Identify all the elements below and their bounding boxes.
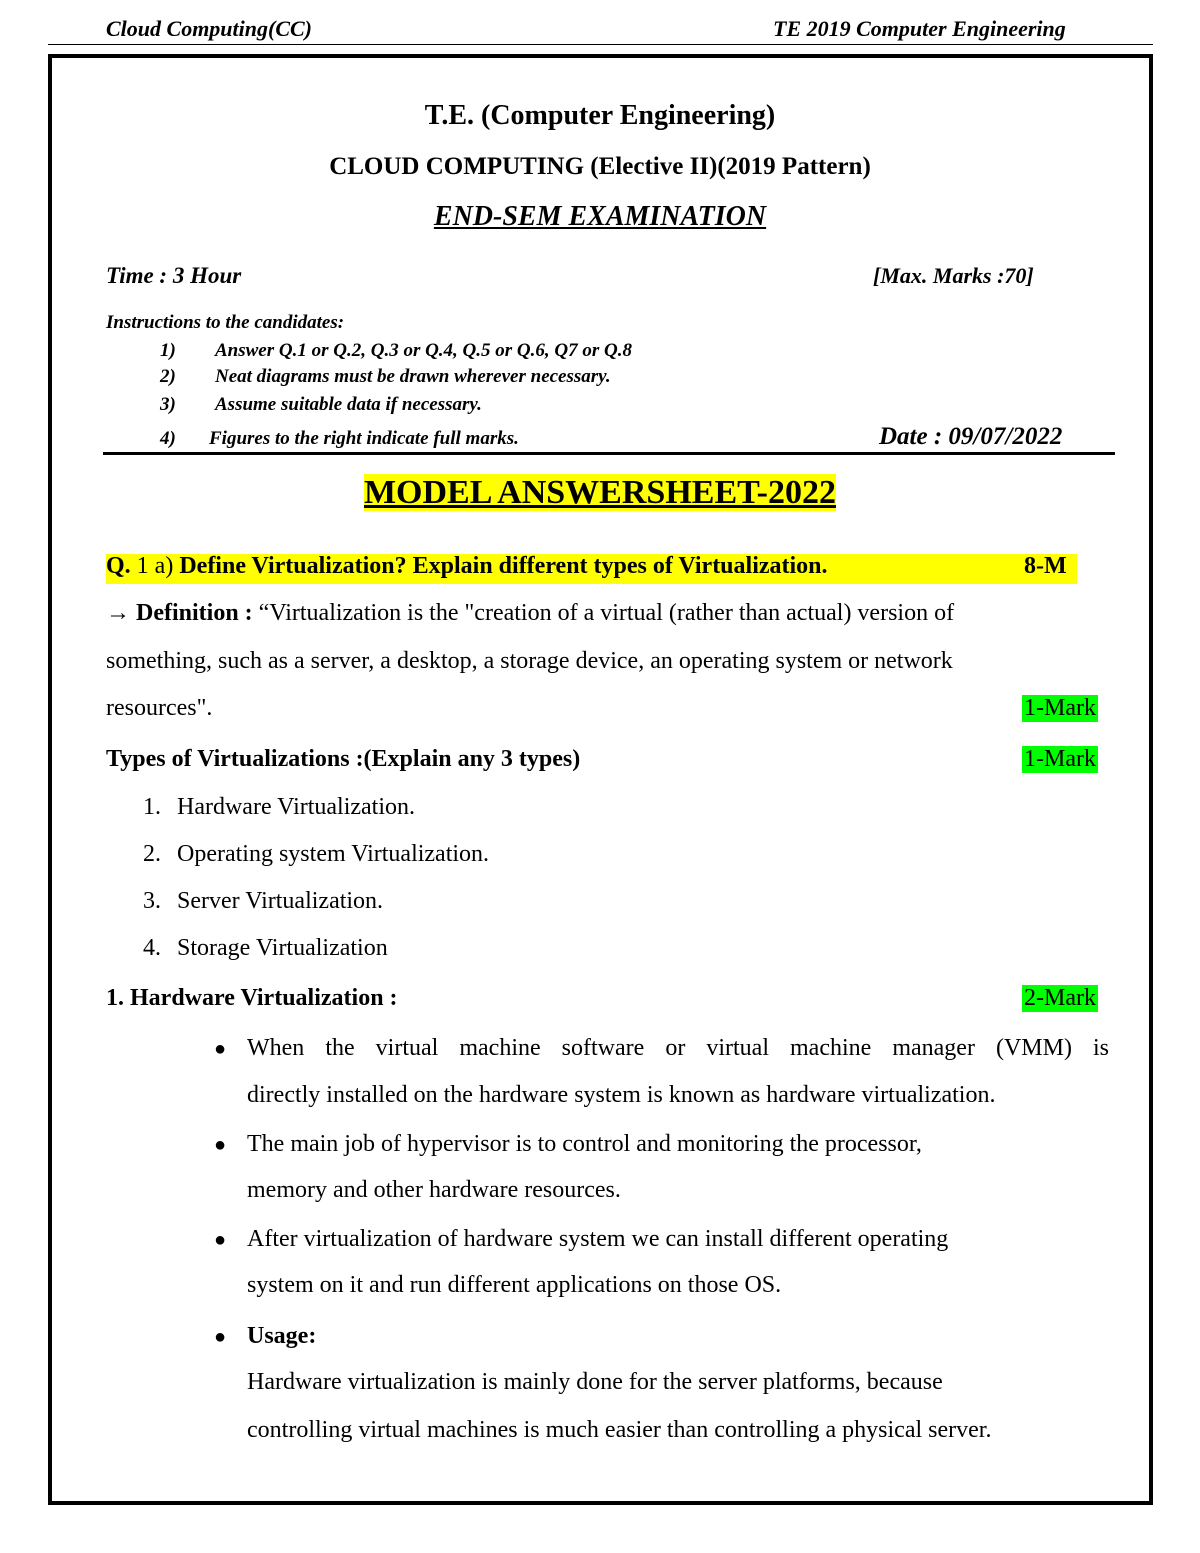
types-heading: Types of Virtualizations :(Explain any 3 types) — [106, 746, 581, 772]
hardware-mark: 2-Mark — [1024, 985, 1096, 1011]
type-item: Hardware Virtualization. — [177, 794, 416, 820]
exam-line-2: CLOUD COMPUTING (Elective II)(2019 Pattern) — [329, 153, 871, 180]
definition-mark: 1-Mark — [1024, 695, 1096, 721]
definition-line-3: resources". — [106, 695, 213, 721]
instruction-text: Answer Q.1 or Q.2, Q.3 or Q.4, Q.5 or Q.6, Q7 or Q.8 — [215, 340, 632, 361]
instructions-title: Instructions to the candidates: — [106, 312, 345, 333]
type-item: Server Virtualization. — [177, 888, 384, 914]
exam-date: Date : 09/07/2022 — [879, 423, 1063, 450]
arrow-icon: → — [106, 600, 130, 626]
bullet-icon: ● — [214, 1038, 227, 1060]
question-text — [106, 553, 828, 580]
definition-line-2: something, such as a server, a desktop, a storage device, an operating system or network — [106, 648, 953, 674]
instruction-text: Figures to the right indicate full marks. — [209, 428, 519, 449]
exam-line-3: END-SEM EXAMINATION — [433, 201, 767, 232]
hardware-bullet-1-line-1: When the virtual machine software or virtual machine manager (VMM) is — [247, 1035, 1109, 1061]
hardware-bullet-2-line-2: memory and other hardware resources. — [247, 1177, 621, 1203]
bullet-icon: ● — [214, 1134, 227, 1156]
answersheet-title: MODEL ANSWERSHEET-2022 — [363, 474, 837, 511]
question-prefix: Q. — [106, 553, 131, 579]
header-right: TE 2019 Computer Engineering — [773, 16, 1066, 41]
definition-text: “Virtualization is the "creation of a virtual (rather than actual) version of — [258, 600, 955, 626]
hardware-bullet-3-line-2: system on it and run different applications on those OS. — [247, 1272, 782, 1298]
bullet-icon: ● — [214, 1229, 227, 1251]
instruction-num: 3) — [160, 394, 176, 415]
instruction-num: 4) — [160, 428, 176, 449]
section-divider — [103, 452, 1115, 455]
hardware-bullet-1-line-2: directly installed on the hardware system is known as hardware virtualization. — [247, 1082, 996, 1108]
instruction-num: 2) — [160, 366, 176, 387]
bullet-icon: ● — [214, 1326, 227, 1348]
type-item: Operating system Virtualization. — [177, 841, 490, 867]
header-rule — [48, 44, 1153, 45]
header-left: Cloud Computing(CC) — [106, 16, 313, 41]
type-number: 4. — [143, 935, 161, 961]
definition-line-1 — [106, 600, 954, 627]
exam-time: Time : 3 Hour — [106, 263, 242, 288]
exam-line-1: T.E. (Computer Engineering) — [424, 100, 776, 131]
usage-line-1: Hardware virtualization is mainly done for the server platforms, because — [247, 1369, 943, 1395]
question-number: 1 a) — [136, 553, 174, 579]
hardware-bullet-2-line-1: The main job of hypervisor is to control and monitoring the processor, — [247, 1131, 922, 1157]
type-number: 2. — [143, 841, 161, 867]
instruction-num: 1) — [160, 340, 176, 361]
answersheet-title-wrap — [0, 474, 1200, 512]
usage-label: Usage: — [247, 1323, 317, 1349]
instruction-text: Neat diagrams must be drawn wherever necessary. — [215, 366, 611, 387]
type-number: 1. — [143, 794, 161, 820]
hardware-heading: 1. Hardware Virtualization : — [106, 985, 398, 1011]
type-number: 3. — [143, 888, 161, 914]
type-item: Storage Virtualization — [177, 935, 388, 961]
usage-line-2: controlling virtual machines is much easier than controlling a physical server. — [247, 1417, 992, 1443]
question-marks: 8-M — [1024, 553, 1067, 579]
types-mark: 1-Mark — [1024, 746, 1096, 772]
instruction-text: Assume suitable data if necessary. — [215, 394, 482, 415]
question-body: Define Virtualization? Explain different types of Virtualization. — [179, 553, 828, 579]
definition-label: Definition : — [136, 600, 253, 626]
exam-max-marks: [Max. Marks :70] — [873, 263, 1034, 288]
hardware-bullet-3-line-1: After virtualization of hardware system we can install different operating — [247, 1226, 949, 1252]
